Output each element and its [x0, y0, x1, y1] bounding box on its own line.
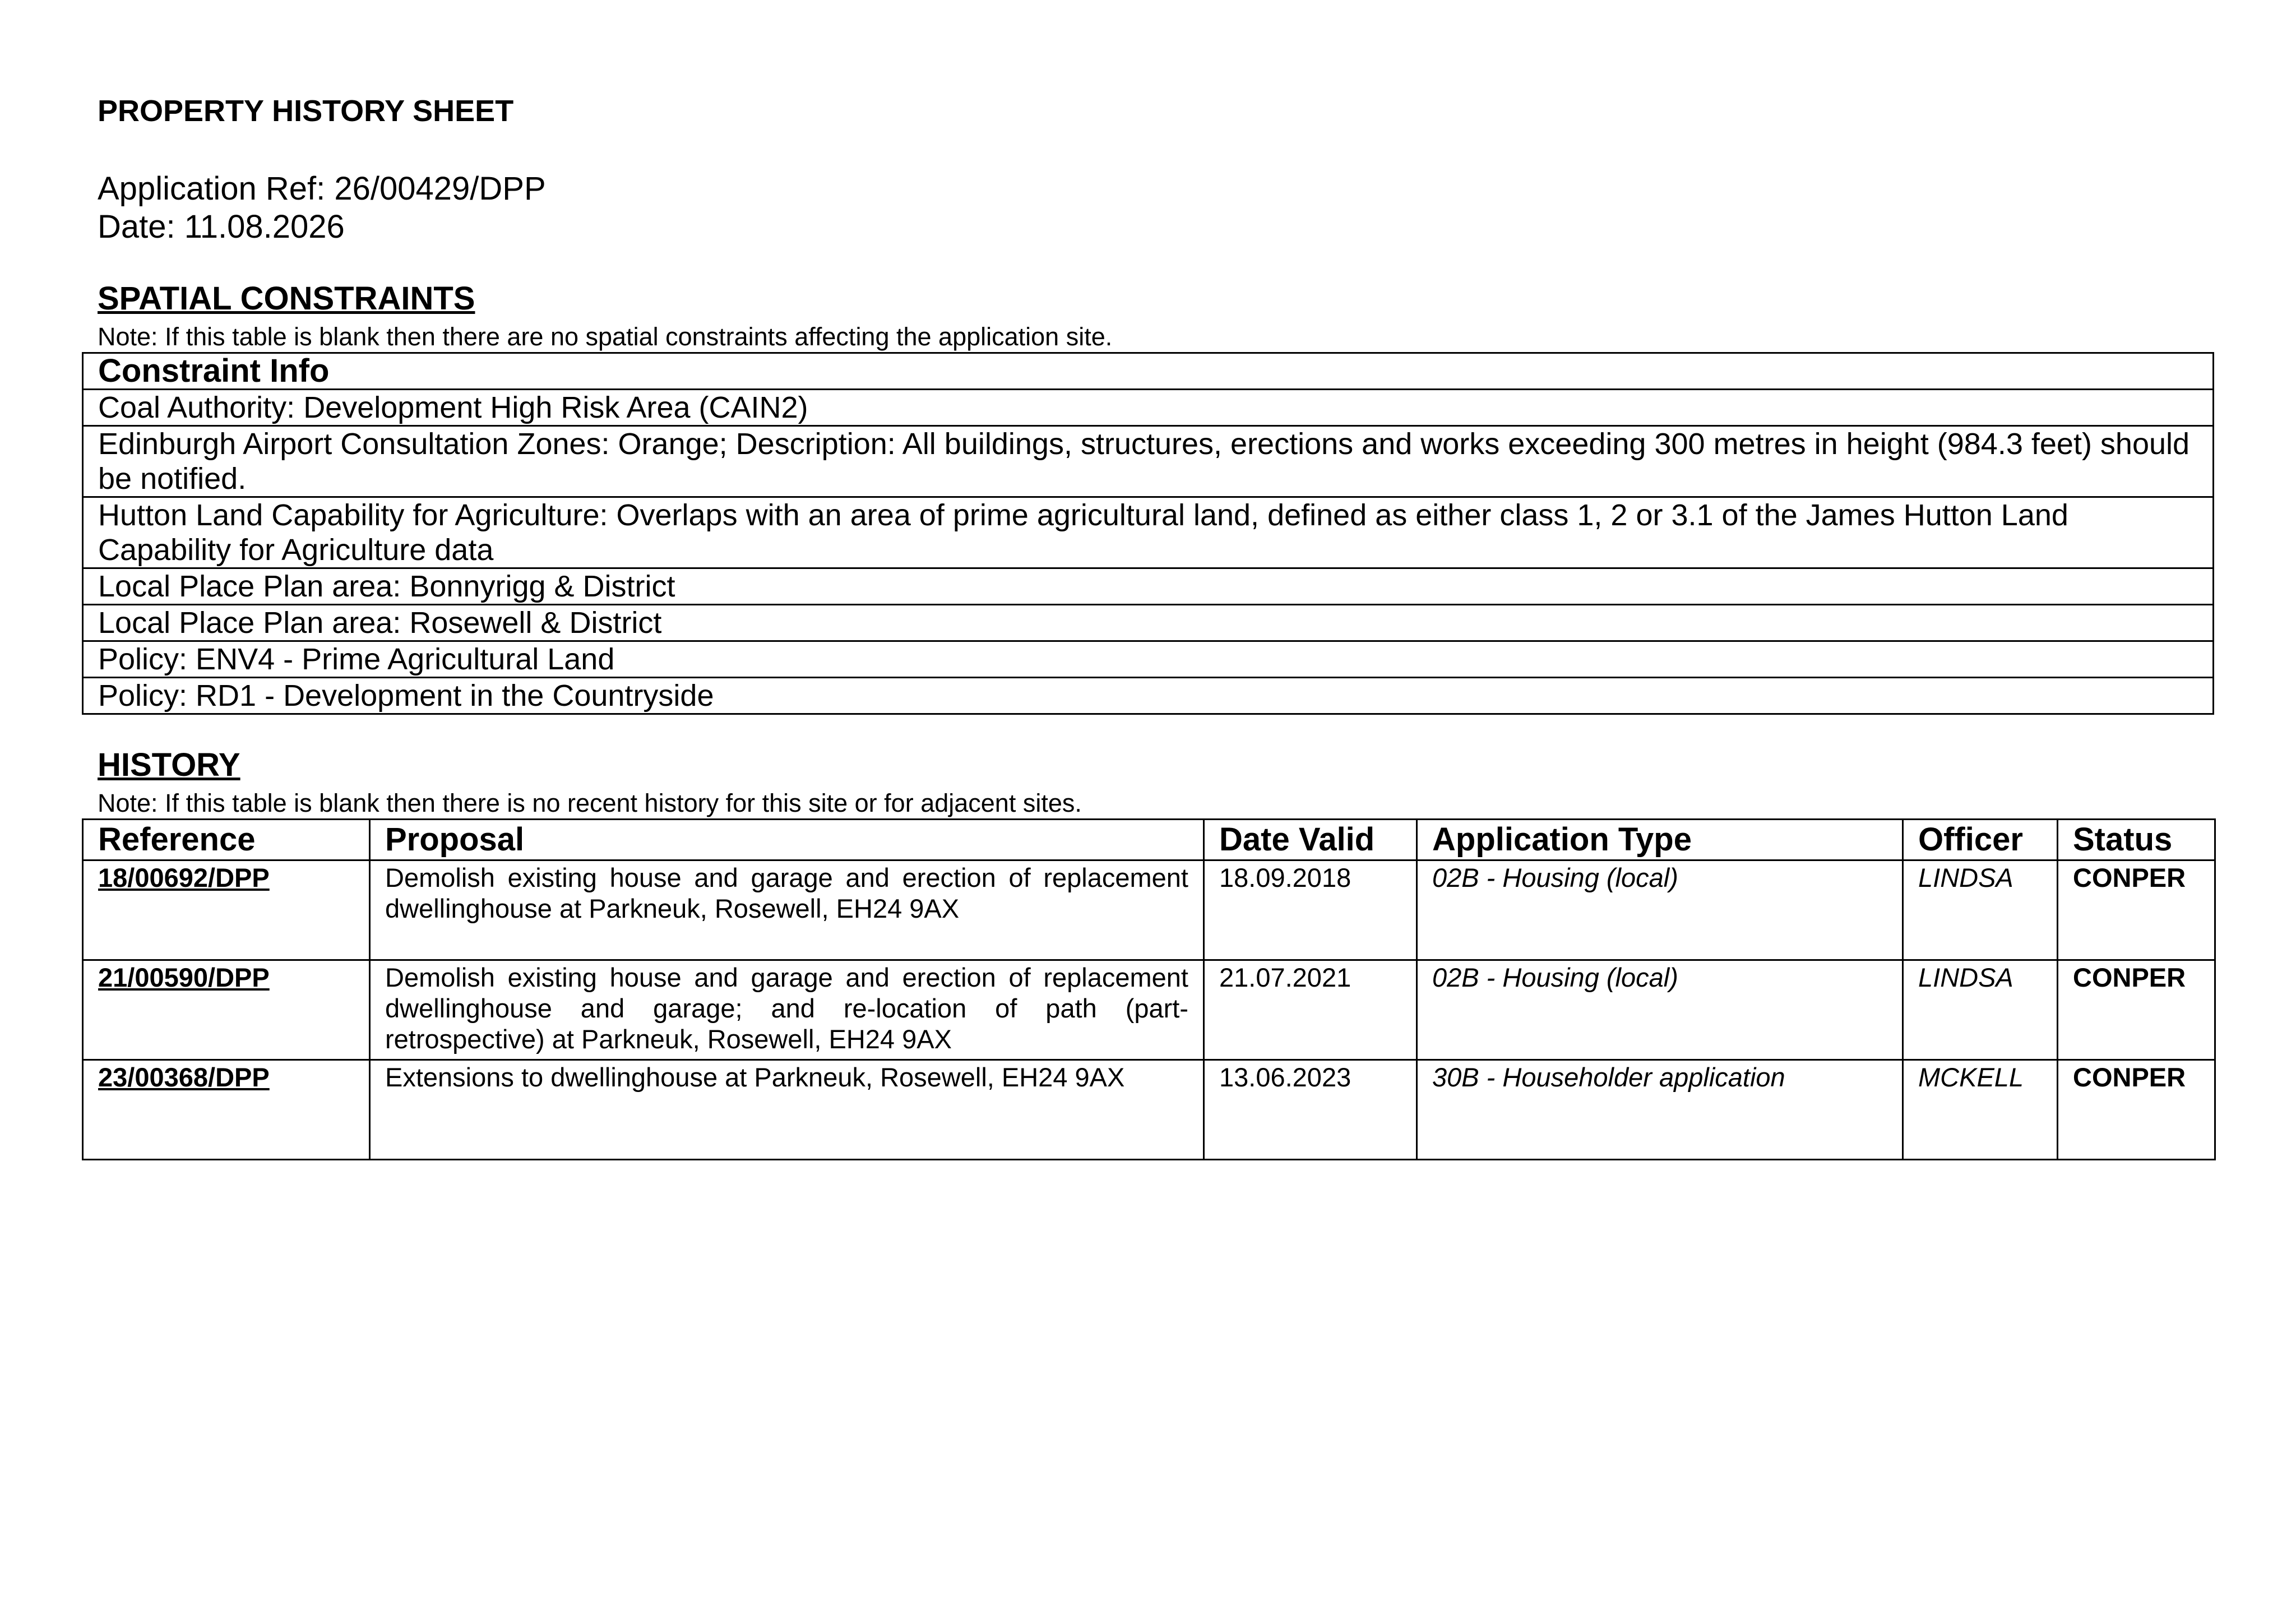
status-cell: CONPER: [2058, 860, 2215, 960]
reference-cell: [83, 1060, 370, 1160]
column-header-date-valid: Date Valid: [1204, 820, 1417, 860]
constraint-cell: Hutton Land Capability for Agriculture: Overlaps with an area of prime agricultural land, defined as either class 1, 2 or 3.1 of the James Hutton Land Capability for Agriculture data: [83, 497, 2214, 568]
application-type-cell: 02B - Housing (local): [1417, 860, 1903, 960]
constraint-row: [83, 568, 2214, 605]
constraint-cell: Local Place Plan area: Rosewell & District: [83, 605, 2214, 641]
status-cell: CONPER: [2058, 1060, 2215, 1160]
application-type-cell: 30B - Householder application: [1417, 1060, 1903, 1160]
reference-link[interactable]: 21/00590/DPP: [98, 963, 270, 992]
constraint-row: [83, 426, 2214, 497]
column-header-reference: Reference: [83, 820, 370, 860]
date-valid-cell: 13.06.2023: [1204, 1060, 1417, 1160]
spatial-constraints-table: [82, 352, 2214, 715]
application-ref: Application Ref: 26/00429/DPP: [98, 170, 546, 207]
table-row: [83, 960, 2215, 1060]
application-type-cell: 02B - Housing (local): [1417, 960, 1903, 1060]
history-table: [82, 818, 2216, 1160]
officer-cell: MCKELL: [1903, 1060, 2058, 1160]
page-title: PROPERTY HISTORY SHEET: [98, 94, 514, 128]
constraint-cell: Local Place Plan area: Bonnyrigg & District: [83, 568, 2214, 605]
constraint-cell: Policy: RD1 - Development in the Countryside: [83, 678, 2214, 714]
officer-cell: LINDSA: [1903, 860, 2058, 960]
date-valid-cell: 21.07.2021: [1204, 960, 1417, 1060]
constraint-row: [83, 641, 2214, 678]
history-note: Note: If this table is blank then there is no recent history for this site or for adjacent sites.: [98, 789, 1082, 817]
status-cell: CONPER: [2058, 960, 2215, 1060]
spatial-constraints-heading: SPATIAL CONSTRAINTS: [98, 280, 475, 317]
proposal-cell: Demolish existing house and garage and erection of replacement dwellinghouse at Parkneuk, Rosewell, EH24 9AX: [370, 860, 1204, 960]
history-heading: HISTORY: [98, 747, 240, 783]
history-header-row: [83, 820, 2215, 860]
constraint-row: [83, 497, 2214, 568]
spatial-constraints-note: Note: If this table is blank then there are no spatial constraints affecting the application site.: [98, 322, 1113, 351]
column-header-officer: Officer: [1903, 820, 2058, 860]
application-meta: [98, 170, 546, 246]
reference-cell: [83, 960, 370, 1060]
reference-cell: [83, 860, 370, 960]
reference-link[interactable]: 23/00368/DPP: [98, 1062, 270, 1092]
column-header-application-type: Application Type: [1417, 820, 1903, 860]
constraint-row: [83, 390, 2214, 426]
reference-link[interactable]: 18/00692/DPP: [98, 863, 270, 892]
constraint-cell: Edinburgh Airport Consultation Zones: Orange; Description: All buildings, structures, erections and works exceeding 300 metres in height (984.3 feet) should be notified.: [83, 426, 2214, 497]
proposal-cell: Extensions to dwellinghouse at Parkneuk, Rosewell, EH24 9AX: [370, 1060, 1204, 1160]
constraint-info-header: Constraint Info: [83, 353, 2214, 390]
table-row: [83, 860, 2215, 960]
proposal-cell: Demolish existing house and garage and erection of replacement dwellinghouse and garage; and re-location of path (part-retrospective) at Parkneuk, Rosewell, EH24 9AX: [370, 960, 1204, 1060]
table-row: [83, 1060, 2215, 1160]
column-header-proposal: Proposal: [370, 820, 1204, 860]
column-header-status: Status: [2058, 820, 2215, 860]
date-valid-cell: 18.09.2018: [1204, 860, 1417, 960]
constraint-cell: Coal Authority: Development High Risk Area (CAIN2): [83, 390, 2214, 426]
constraint-cell: Policy: ENV4 - Prime Agricultural Land: [83, 641, 2214, 678]
constraint-row: [83, 605, 2214, 641]
officer-cell: LINDSA: [1903, 960, 2058, 1060]
application-date: Date: 11.08.2026: [98, 209, 345, 245]
constraint-row: [83, 678, 2214, 714]
